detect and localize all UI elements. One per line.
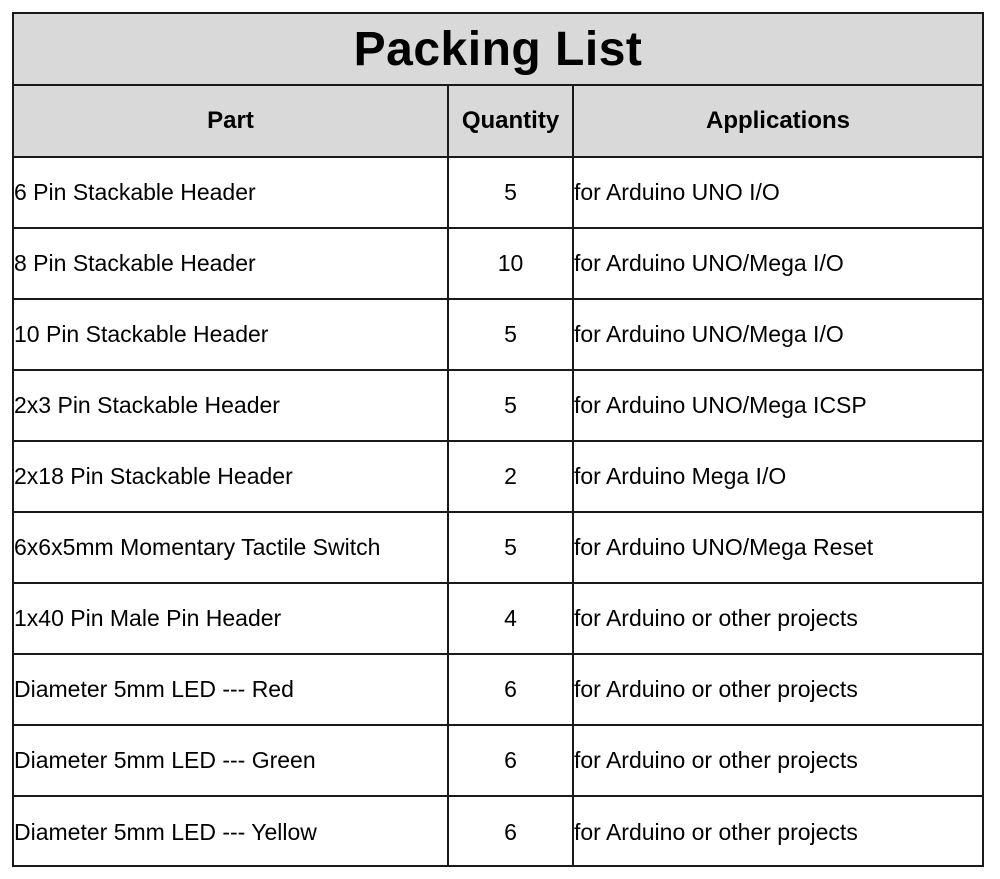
application-cell: for Arduino UNO/Mega ICSP	[573, 370, 982, 441]
table-row	[14, 157, 982, 228]
table-row	[14, 370, 982, 441]
part-cell: 6 Pin Stackable Header	[14, 157, 448, 228]
application-cell: for Arduino UNO/Mega I/O	[573, 228, 982, 299]
quantity-cell: 6	[448, 725, 573, 796]
quantity-cell: 5	[448, 299, 573, 370]
quantity-cell: 4	[448, 583, 573, 654]
table-row	[14, 654, 982, 725]
part-cell: 1x40 Pin Male Pin Header	[14, 583, 448, 654]
table-row	[14, 583, 982, 654]
application-cell: for Arduino UNO I/O	[573, 157, 982, 228]
part-cell: Diameter 5mm LED --- Yellow	[14, 796, 448, 867]
part-cell: 8 Pin Stackable Header	[14, 228, 448, 299]
quantity-cell: 6	[448, 796, 573, 867]
quantity-cell: 6	[448, 654, 573, 725]
part-cell: 2x3 Pin Stackable Header	[14, 370, 448, 441]
column-header-part: Part	[14, 86, 448, 157]
application-cell: for Arduino or other projects	[574, 818, 858, 845]
quantity-cell: 2	[448, 441, 573, 512]
part-cell: 6x6x5mm Momentary Tactile Switch	[14, 512, 448, 583]
table-row	[14, 796, 982, 867]
quantity-cell: 5	[448, 370, 573, 441]
application-cell: for Arduino or other projects	[573, 725, 982, 796]
packing-table	[14, 86, 982, 867]
table-row	[14, 725, 982, 796]
table-row	[14, 512, 982, 583]
quantity-cell: 5	[448, 512, 573, 583]
table-row	[14, 299, 982, 370]
part-cell: 2x18 Pin Stackable Header	[14, 441, 448, 512]
quantity-cell: 10	[448, 228, 573, 299]
part-cell: Diameter 5mm LED --- Red	[14, 654, 448, 725]
application-cell: for Arduino or other projects	[573, 583, 982, 654]
application-cell: for Arduino UNO/Mega I/O	[573, 299, 982, 370]
title-row	[14, 14, 982, 86]
application-cell: for Arduino or other projects	[573, 654, 982, 725]
application-cell: for Arduino UNO/Mega Reset	[573, 512, 982, 583]
page-title: Packing List	[353, 22, 643, 76]
table-row	[14, 228, 982, 299]
column-header-applications: Applications	[573, 86, 982, 157]
packing-list-sheet	[12, 12, 984, 867]
part-cell: Diameter 5mm LED --- Green	[14, 725, 448, 796]
application-cell: for Arduino Mega I/O	[573, 441, 982, 512]
table-header-row	[14, 86, 982, 157]
table-row	[14, 441, 982, 512]
part-cell: 10 Pin Stackable Header	[14, 299, 448, 370]
column-header-quantity: Quantity	[448, 86, 573, 157]
quantity-cell: 5	[448, 157, 573, 228]
